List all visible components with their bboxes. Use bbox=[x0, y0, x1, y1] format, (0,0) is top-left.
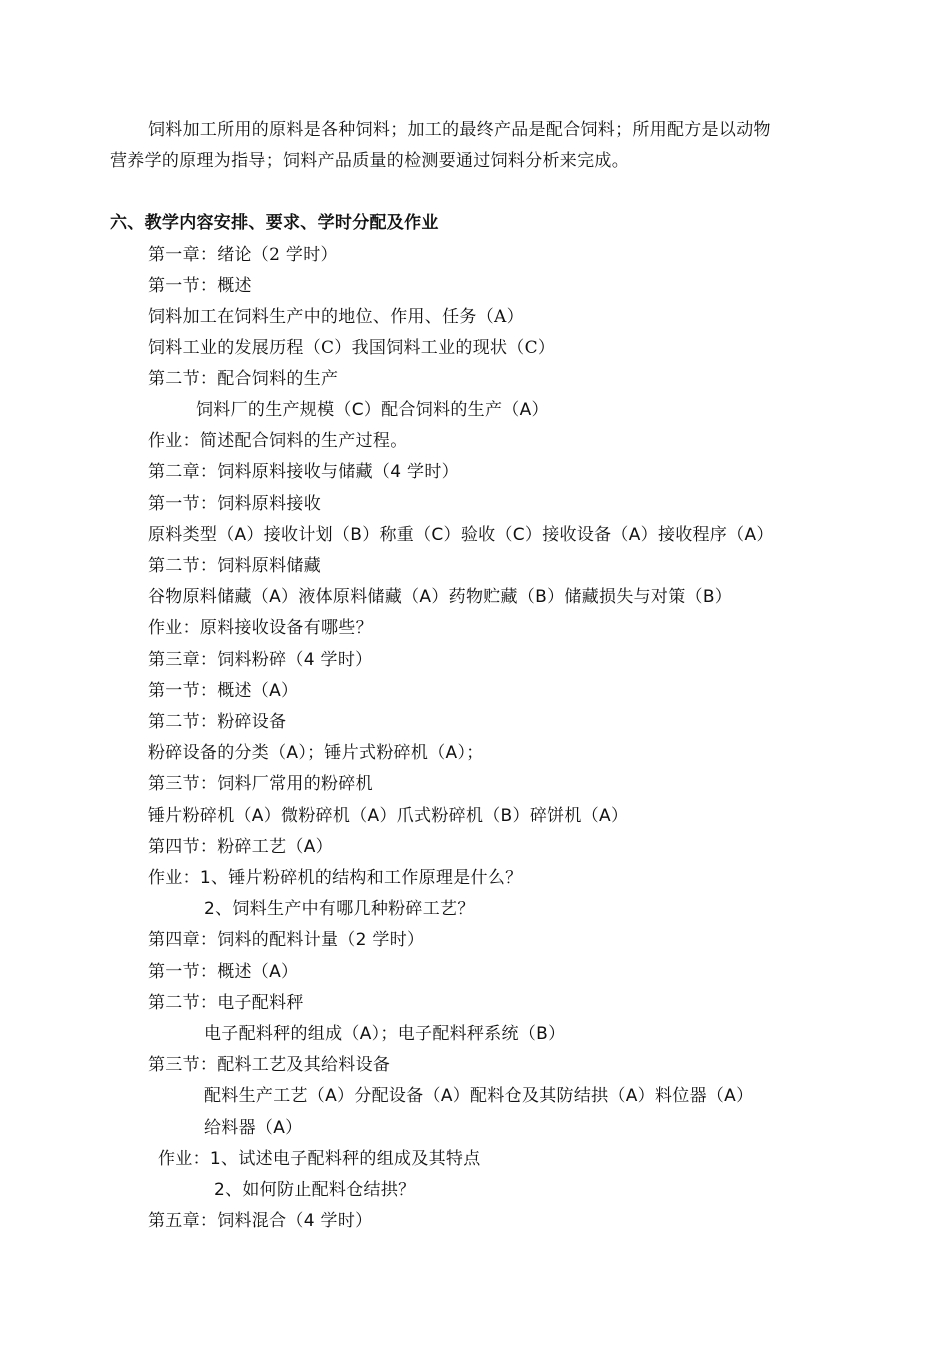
ch3-section-1-title: 第一节：概述（A） bbox=[148, 681, 299, 701]
ch3-homework-1: 作业：1、锤片粉碎机的结构和工作原理是什么？ bbox=[148, 868, 523, 888]
ch3-homework-2: 2、饲料生产中有哪几种粉碎工艺？ bbox=[204, 899, 475, 919]
section-heading: 六、教学内容安排、要求、学时分配及作业 bbox=[110, 213, 439, 233]
ch3-s3-topics: 锤片粉碎机（A）微粉碎机（A）爪式粉碎机（B）碎饼机（A） bbox=[148, 806, 629, 826]
intro-line-2: 营养学的原理为指导；饲料产品质量的检测要通过饲料分析来完成。 bbox=[110, 151, 629, 171]
ch2-s2-topics: 谷物原料储藏（A）液体原料储藏（A）药物贮藏（B）储藏损失与对策（B） bbox=[148, 587, 733, 607]
chapter-2-title: 第二章：饲料原料接收与储藏（4 学时） bbox=[148, 462, 459, 482]
chapter-4-title: 第四章：饲料的配料计量（2 学时） bbox=[148, 930, 425, 950]
ch2-s1-topics: 原料类型（A）接收计划（B）称重（C）验收（C）接收设备（A）接收程序（A） bbox=[148, 525, 774, 545]
ch1-s1-topic-1: 饲料加工在饲料生产中的地位、作用、任务（A） bbox=[148, 307, 524, 327]
ch3-s2-topics: 粉碎设备的分类（A）；锤片式粉碎机（A）； bbox=[148, 743, 484, 763]
ch3-section-2-title: 第二节：粉碎设备 bbox=[148, 712, 287, 732]
ch4-section-1-title: 第一节：概述（A） bbox=[148, 962, 299, 982]
ch1-s2-topics: 饲料厂的生产规模（C）配合饲料的生产（A） bbox=[196, 400, 549, 420]
ch3-section-3-title: 第三节：饲料厂常用的粉碎机 bbox=[148, 774, 373, 794]
chapter-1-title: 第一章：绪论（2 学时） bbox=[148, 245, 338, 265]
ch4-s3-topics-2: 给料器（A） bbox=[204, 1118, 303, 1138]
chapter-5-title: 第五章：饲料混合（4 学时） bbox=[148, 1211, 373, 1231]
ch1-s1-topic-2: 饲料工业的发展历程（C）我国饲料工业的现状（C） bbox=[148, 338, 556, 358]
ch4-homework-1: 作业：1、试述电子配料秤的组成及其特点 bbox=[158, 1149, 481, 1169]
ch4-homework-2: 2、如何防止配料仓结拱？ bbox=[214, 1180, 416, 1200]
ch3-section-4-title: 第四节：粉碎工艺（A） bbox=[148, 837, 333, 857]
chapter-3-title: 第三章：饲料粉碎（4 学时） bbox=[148, 650, 373, 670]
ch4-s3-topics-1: 配料生产工艺（A）分配设备（A）配料仓及其防结拱（A）料位器（A） bbox=[204, 1086, 754, 1106]
ch4-section-3-title: 第三节：配料工艺及其给料设备 bbox=[148, 1055, 391, 1075]
ch2-section-1-title: 第一节：饲料原料接收 bbox=[148, 494, 321, 514]
ch1-section-2-title: 第二节：配合饲料的生产 bbox=[148, 369, 339, 389]
intro-line-1: 饲料加工所用的原料是各种饲料；加工的最终产品是配合饲料；所用配方是以动物 bbox=[148, 120, 771, 140]
ch4-s2-topics: 电子配料秤的组成（A）；电子配料秤系统（B） bbox=[204, 1024, 566, 1044]
ch1-section-1-title: 第一节：概述 bbox=[148, 276, 252, 296]
ch4-section-2-title: 第二节：电子配料秤 bbox=[148, 993, 304, 1013]
ch1-homework: 作业：简述配合饲料的生产过程。 bbox=[148, 431, 408, 451]
ch2-homework: 作业：原料接收设备有哪些？ bbox=[148, 618, 373, 638]
ch2-section-2-title: 第二节：饲料原料储藏 bbox=[148, 556, 321, 576]
